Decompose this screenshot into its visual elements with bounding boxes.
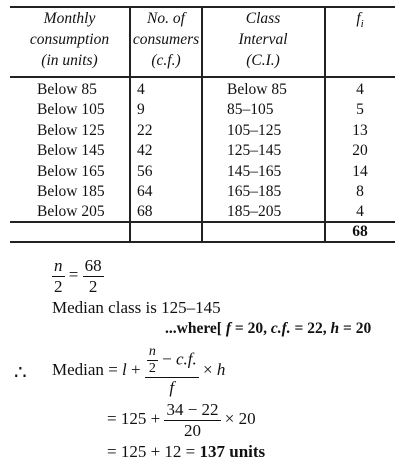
table-cell: 22 (137, 121, 153, 139)
table-cell: Below 105 (37, 101, 105, 119)
fraction-34-minus-22-over-20: $\frac{34 - 22}{20}$ (166, 400, 219, 440)
column-frequency (325, 80, 395, 223)
header-class-interval: Class Interval (C.I.) (238, 10, 288, 69)
table-cell: 185–205 (227, 203, 282, 221)
column-consumption (37, 80, 129, 223)
table-cell: 9 (137, 101, 145, 119)
table-cell: 85–105 (227, 101, 274, 119)
where-line: ...where[ f = 20, c.f. = 22, h = 20 (165, 320, 372, 337)
median-class-line: Median class is 125–145 (52, 298, 221, 317)
table-cell: 4 (356, 203, 364, 221)
table-cell: 56 (137, 162, 153, 180)
table-cell: 4 (356, 81, 364, 98)
fraction-n-over-2: $\frac{n}{2}$ (54, 256, 63, 296)
header-frequency: $f_i$ (356, 10, 364, 31)
median-fraction: $\frac{n}{2}$ − c.f. f (145, 344, 199, 398)
table-cell: 20 (352, 142, 368, 160)
table-cell: 64 (137, 183, 153, 201)
table-cell: 165–185 (227, 183, 282, 201)
table-cell: Below 145 (37, 142, 105, 160)
table-cell: 68 (137, 203, 153, 221)
table-cell: 13 (352, 121, 368, 139)
table-cell: Below 165 (37, 162, 105, 180)
table-cell: 8 (356, 183, 364, 201)
table-cell: Below 125 (37, 121, 105, 139)
table-cell: Below 185 (37, 183, 105, 201)
header-no-of-consumers: No. of consumers (c.f.) (132, 10, 200, 69)
fraction-68-over-2: $\frac{68}{2}$ (84, 256, 102, 296)
table-cell: 14 (352, 162, 368, 180)
table-cell: 145–165 (227, 162, 282, 180)
table-cell: Below 205 (37, 203, 105, 221)
median-result: 137 units (199, 442, 266, 461)
column-class-interval (227, 80, 322, 223)
table-cell: 125–145 (227, 142, 282, 160)
header-monthly-consumption: Monthly consumption (in units) (29, 10, 110, 69)
fraction-n-over-2-inner: $\frac{n}{2}$ (148, 344, 156, 377)
n-over-2-equation: $\frac{n}{2}$ = $\frac{68}{2}$ (54, 256, 102, 296)
table-cell: Below 85 (37, 81, 97, 98)
median-result-line: = 125 + 12 = 137 units (107, 442, 266, 461)
column-cf (137, 80, 197, 223)
table-cell: 105–125 (227, 121, 282, 139)
table-header-rule (10, 76, 395, 78)
therefore-symbol: ∴ (14, 362, 27, 384)
median-substitution-line: = 125 + $\frac{34 - 22}{20}$ × 20 (107, 400, 256, 440)
table-cell: Below 85 (227, 81, 287, 98)
table-cell: 5 (356, 101, 364, 119)
median-formula: Median = l + $\frac{n}{2}$ − c.f. f × h (52, 344, 226, 398)
frequency-total: 68 (352, 223, 368, 240)
table-cell: 42 (137, 142, 153, 160)
table-cell: 4 (137, 81, 145, 98)
